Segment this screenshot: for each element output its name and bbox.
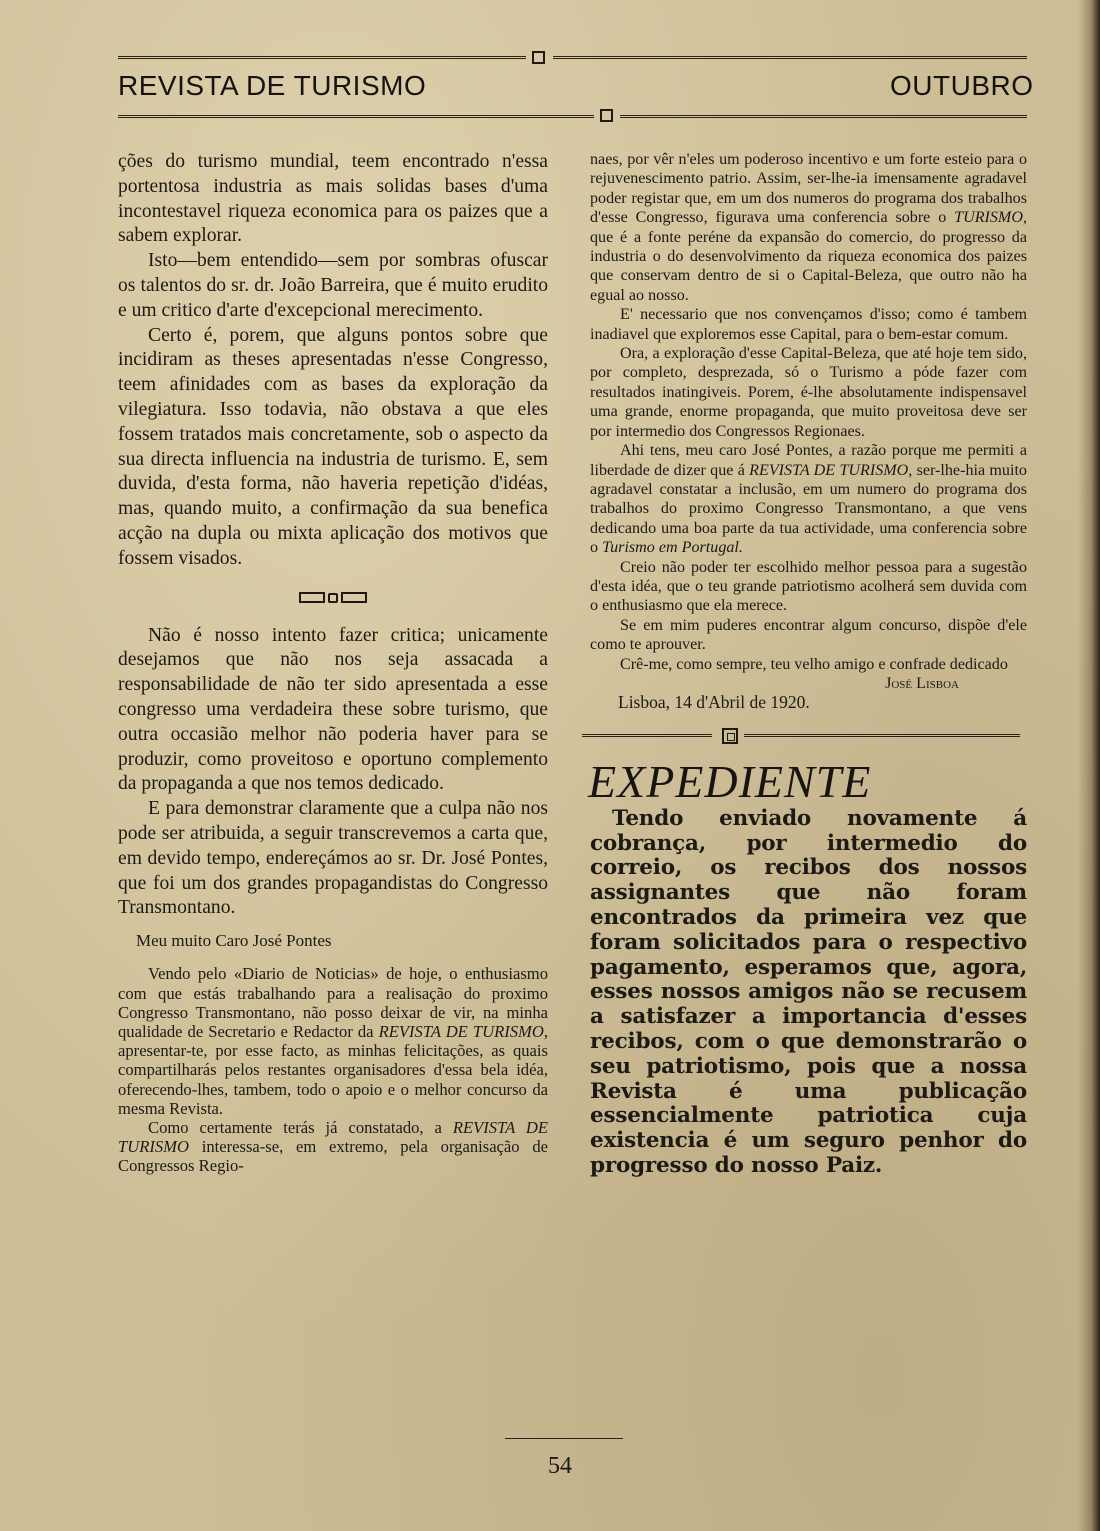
issue-month: OUTUBRO [890, 70, 1034, 101]
header-rule-bottom-left [118, 115, 594, 121]
right-paragraph-2: E' necessario que nos convençamos d'isso; como é tambem inadiavel que exploremos esse Capital, para o bem-estar comum. [590, 306, 1027, 343]
right-paragraph-5: Creio não poder ter escolhido melhor pessoa para a sugestão d'esta idéa, que o teu grande patriotismo acolherá sem duvida com o enthusiasmo que ela merece. [590, 558, 1027, 615]
letter-block [118, 931, 548, 1175]
magazine-title: REVISTA DE TURISMO [118, 70, 427, 101]
right-paragraph-1: naes, por vêr n'eles um poderoso incentivo e um forte esteio para o rejuvenescimento patrio. Assim, ser-lhe-ia imensamente agradavel poder registar que, em um dos numeros do programa dos trabalhos d'esse Congresso, figurava uma conferencia sobre o TURISMO, que é a fonte peréne da expansão do comercio, do progresso da industria o do desenvolvimento da riqueza economica dos paizes que conservam dentro de si o Capital-Beleza, que outro não ha egual ao nosso. [590, 151, 1027, 304]
right-column [590, 150, 1027, 1179]
page-number: 54 [548, 1453, 572, 1479]
left-paragraph-4: Não é nosso intento fazer critica; unicamente desejamos que não nos seja assacada a responsabilidade de não ter sido apresentada a esse congresso uma verdadeira these sobre turismo, que outra occasião melhor não poderia haver para se produzir, como proveitoso e oportuno complemento da propaganda a que nos temos dedicado. [118, 624, 548, 795]
letter-paragraph-2: Como certamente terás já constatado, a REVISTA DE TURISMO interessa-se, em extremo, pela organisação de Congressos Regio- [118, 1117, 548, 1176]
left-paragraph-2: Isto—bem entendido—sem por sombras ofuscar os talentos do sr. dr. João Barreira, que é muito erudito e um critico d'arte d'excepcional merecimento. [118, 250, 548, 321]
header-rule-top-right [553, 56, 1027, 62]
expediente-heading: EXPEDIENTE [588, 755, 872, 807]
expediente-notice: Tendo enviado novamente á cobrança, por intermedio do correio, os recibos dos nossos assignantes que não foram encontrados da primeira vez que foram solicitados para o respectivo pagamento, esperamos que, agora, esses nossos amigos não se recusem a satisfazer a importancia d'esses recibos, com o que demonstrarão o seu patriotismo, pois que a nossa Revista é uma publicação essencialmente patriotica cuja existencia é um seguro penhor do progresso do nosso Paiz. [590, 805, 1027, 1178]
right-paragraph-7: Crê-me, como sempre, teu velho amigo e confrade dedicado [620, 655, 1008, 673]
header-ornament-bottom [600, 109, 613, 122]
expediente-divider [590, 727, 1027, 747]
letter-paragraph-1: Vendo pelo «Diario de Noticias» de hoje, o enthusiasmo com que estás trabalhando para a realisação do proximo Congresso Transmontano, não posso deixar de vir, na minha qualidade de Secretario e Redactor da REVISTA DE TURISMO, apresentar-te, por esse facto, as minhas felicitações, as quais compartilharás pelos restantes organisadores d'essa bela idéa, oferecendo-lhes, tambem, todo o apoio e o melhor concurso da mesma Revista. [118, 964, 548, 1118]
right-paragraph-3: Ora, a exploração d'esse Capital-Beleza, que até hoje tem sido, por completo, desprezada, só o Turismo a póde fazer com resultados inatingiveis. Porem, é-lhe absolutamente indispensavel uma grande, enorme propaganda, que muito proveitosa deve ser por intermedio dos Congressos Regionaes. [590, 345, 1027, 440]
divider-ornament-icon [722, 728, 738, 744]
header-rule-top-left [118, 56, 526, 62]
left-column [118, 150, 548, 1176]
section-divider-ornament [118, 586, 548, 610]
book-spine-shadow [1078, 0, 1100, 1531]
header-rule-bottom-right [620, 115, 1027, 121]
left-paragraph-1: ções do turismo mundial, teem encontrado n'essa portentosa industria as mais solidas bases d'uma incontestavel riqueza economica para os paizes que a sabem explorar. [118, 151, 548, 247]
letter-signature: José Lisboa [885, 674, 959, 692]
letter-dateline: Lisboa, 14 d'Abril de 1920. [618, 692, 810, 713]
header-ornament-top [532, 51, 545, 64]
left-paragraph-5: E para demonstrar claramente que a culpa não nos pode ser atribuida, a seguir transcrevemos a carta que, em devido tempo, endereçámos ao sr. Dr. José Pontes, que foi um dos grandes propagandistas do Congresso Transmontano. [118, 798, 548, 919]
right-paragraph-4: Ahi tens, meu caro José Pontes, a razão porque me permiti a liberdade de dizer que á REVISTA DE TURISMO, ser-lhe-hia muito agradavel constatar a inclusão, em um numero do programa dos trabalhos do proximo Congresso Transmontano, a que vens dedicando uma boa parte da tua actividade, uma conferencia sobre o Turismo em Portugal. [590, 442, 1027, 557]
left-paragraph-3: Certo é, porem, que alguns pontos sobre que incidiram as theses apresentadas n'esse Congresso, teem afinidades com as bases da exploração da vilegiatura. Isso todavia, não obstava a que eles fossem tratados mais concretamente, sob o aspecto da sua directa influencia na industria de turismo. E, sem duvida, d'esta forma, não haveria repetição d'idéas, mas, quando muito, a confirmação da sua benefica acção na dupla ou mixta aplicação dos motivos que fossem visados. [118, 324, 548, 569]
footer-rule [505, 1438, 623, 1439]
right-paragraph-6: Se em mim puderes encontrar algum concurso, dispõe d'ele como te aprouver. [590, 616, 1027, 654]
letter-salutation: Meu muito Caro José Pontes [136, 931, 332, 951]
